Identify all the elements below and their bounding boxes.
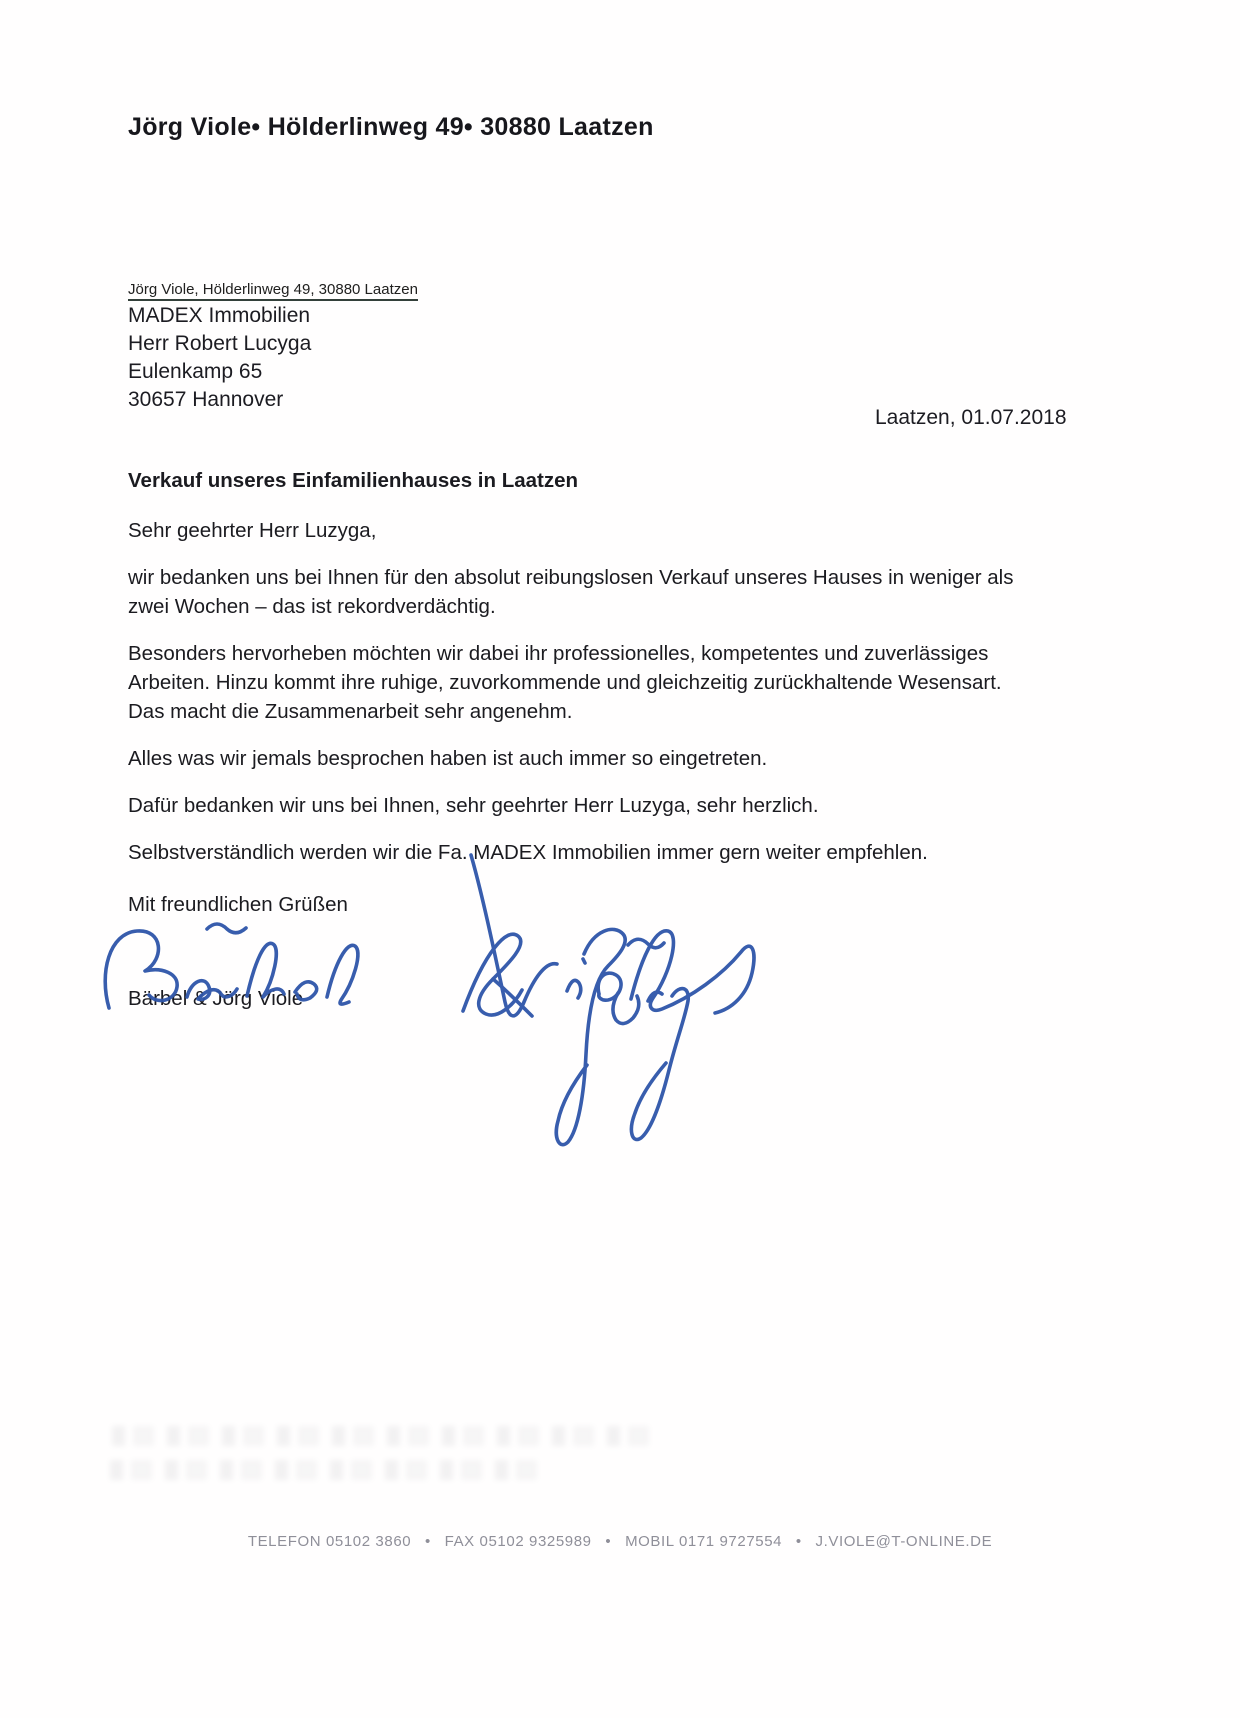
salutation: Sehr geehrter Herr Luzyga,	[128, 519, 377, 542]
typed-signature-name: Bärbel & Jörg Viole	[128, 987, 304, 1010]
recipient-company: MADEX Immobilien	[128, 304, 311, 327]
recipient-contact: Herr Robert Lucyga	[128, 332, 312, 355]
closing-phrase: Mit freundlichen Grüßen	[128, 893, 348, 916]
place-and-date: Laatzen, 01.07.2018	[875, 406, 1067, 429]
footer-contact-line	[0, 1533, 1240, 1550]
recipient-address-block	[128, 302, 311, 414]
footer-mobil: MOBIL 0171 9727554	[625, 1533, 783, 1550]
footer-email: J.VIOLE@T-ONLINE.DE	[815, 1533, 993, 1550]
footer-bullet-icon: •	[425, 1533, 431, 1550]
subject-line: Verkauf unseres Einfamilienhauses in Laatzen	[128, 469, 579, 492]
paragraph-2: Besonders hervorheben möchten wir dabei ihr professionelles, kompetentes und zuverlässiges Arbeiten. Hinzu kommt ihre ruhige, zuvorkommende und gleichzeitig zurückhaltende Wesensart. Das macht die Zusammenarbeit sehr angenehm.	[128, 642, 1002, 723]
letterhead-sender: Jörg Viole• Hölderlinweg 49• 30880 Laatzen	[128, 113, 654, 141]
paragraph-5: Selbstverständlich werden wir die Fa. MADEX Immobilien immer gern weiter empfehlen.	[128, 841, 928, 864]
footer-bullet-icon: •	[605, 1533, 612, 1550]
scan-bleedthrough-artifact	[110, 1460, 540, 1480]
paragraph-4: Dafür bedanken wir uns bei Ihnen, sehr geehrter Herr Luzyga, sehr herzlich.	[128, 794, 819, 817]
return-address-line: Jörg Viole, Hölderlinweg 49, 30880 Laatzen	[128, 281, 418, 301]
paragraph-1: wir bedanken uns bei Ihnen für den absolut reibungslosen Verkauf unseres Hauses in weniger als zwei Wochen – das ist rekordverdächtig.	[128, 566, 1014, 618]
footer-bullet-icon: •	[795, 1533, 802, 1550]
footer-fax: FAX 05102 9325989	[444, 1533, 592, 1550]
letter-body	[128, 466, 1036, 885]
scan-bleedthrough-artifact	[112, 1426, 652, 1446]
paragraph-3: Alles was wir jemals besprochen haben ist auch immer so eingetreten.	[128, 747, 768, 770]
recipient-city: 30657 Hannover	[128, 388, 284, 411]
recipient-street: Eulenkamp 65	[128, 360, 263, 383]
scanner-edge-artifact	[0, 1712, 1240, 1718]
footer-telefon: TELEFON 05102 3860	[247, 1533, 412, 1550]
